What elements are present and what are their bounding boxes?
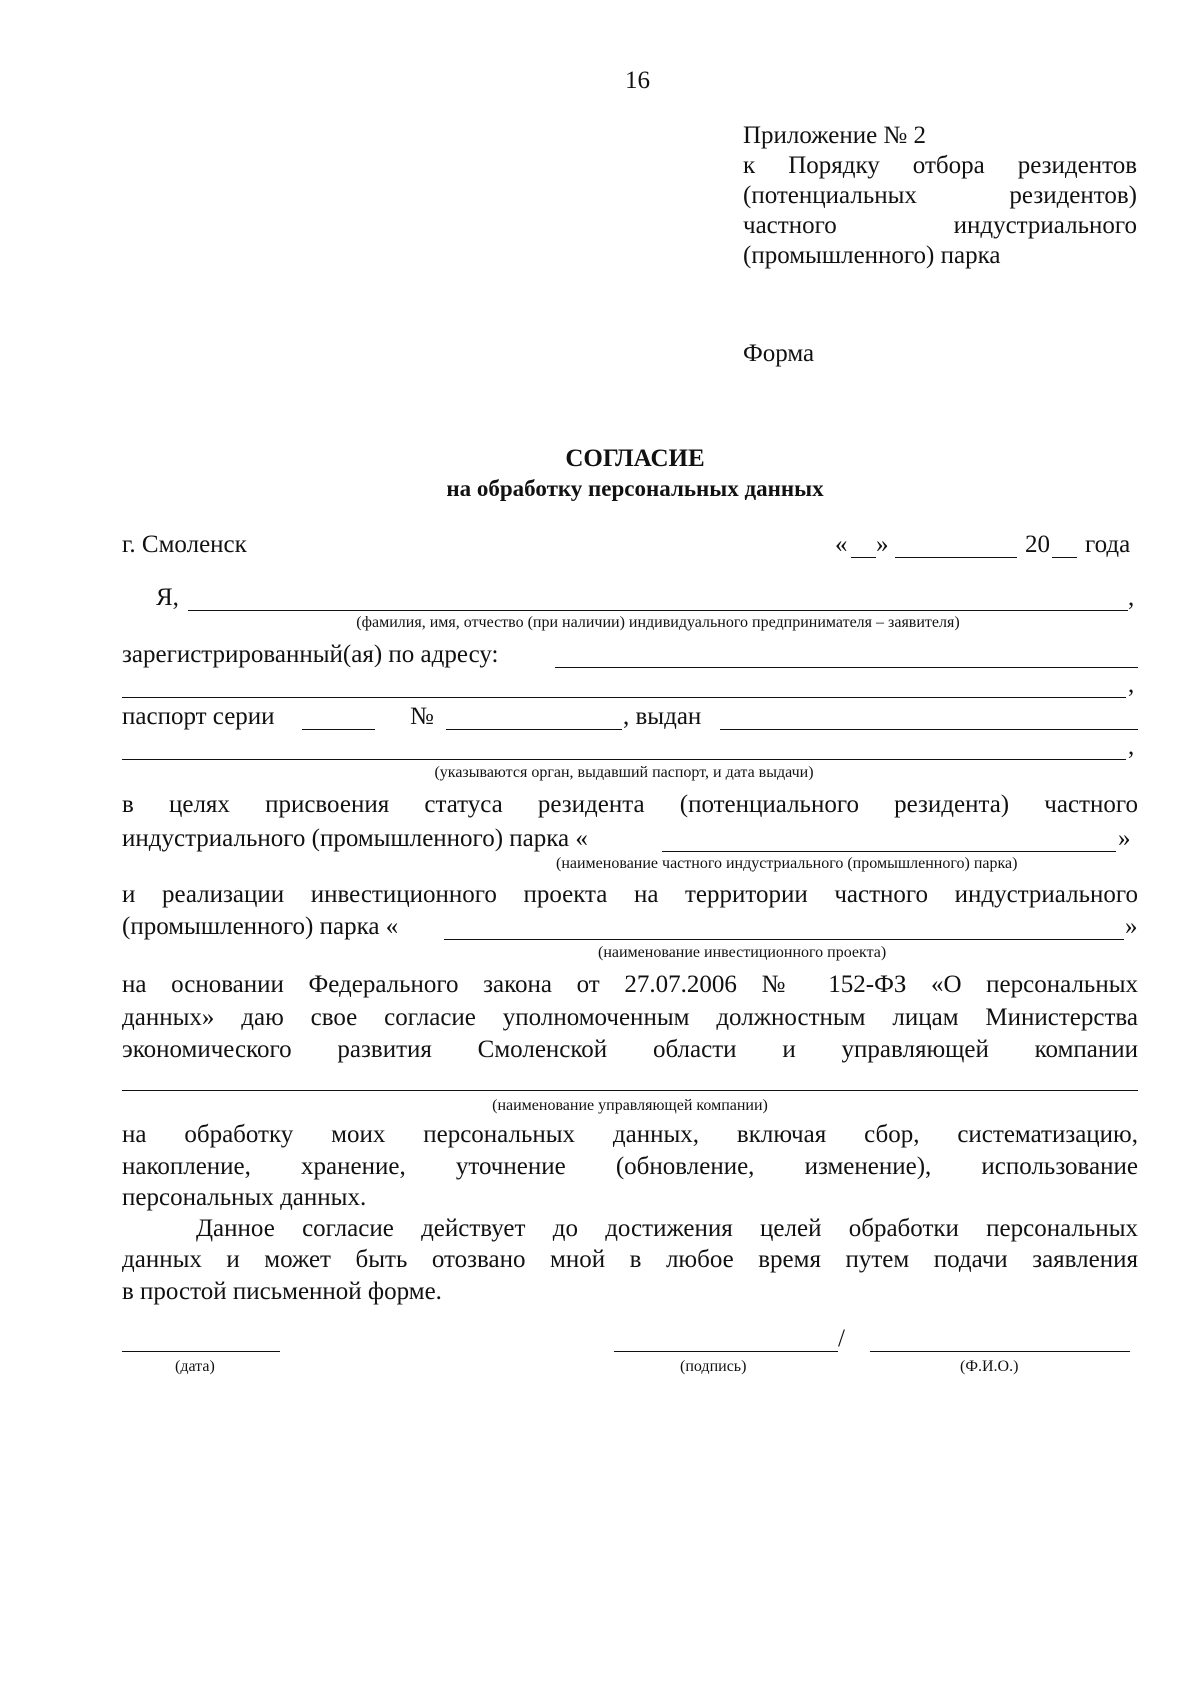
address-line-2 (122, 697, 1126, 698)
address-line-1 (555, 667, 1138, 668)
i-label: Я, (156, 584, 179, 611)
form-label: Форма (743, 340, 815, 367)
passport-issuer-line (122, 759, 1126, 760)
date-caption: (дата) (175, 1358, 215, 1375)
passport-number-line (446, 729, 622, 730)
year-suffix: года (1085, 531, 1131, 558)
para4-line-3: персональных данных. (122, 1184, 367, 1211)
appendix-line-4: частного индустриального (743, 212, 1137, 239)
month-blank (895, 557, 1017, 558)
sign-line (614, 1351, 838, 1352)
para1-line-1: в целях присвоения статуса резидента (потенциального резидента) частного (122, 791, 1138, 818)
passport-caption: (указываются орган, выдавший паспорт, и дата выдачи) (434, 764, 814, 781)
document-subtitle: на обработку персональных данных (446, 476, 824, 501)
appendix-line-2: к Порядку отбора резидентов (743, 152, 1137, 179)
date-open-quote: « (835, 531, 848, 558)
passport-number-label: № (410, 703, 434, 730)
project-name-line (444, 939, 1124, 940)
name-field-comma: , (1128, 584, 1135, 611)
sign-caption: (подпись) (680, 1358, 747, 1375)
page-number: 16 (625, 67, 650, 94)
company-name-line (122, 1090, 1138, 1091)
para5-line-3: в простой письменной форме. (122, 1278, 442, 1305)
passport-series-line (302, 729, 375, 730)
para5-line-2: данных и может быть отозвано мной в любое время путем подачи заявления (122, 1246, 1138, 1273)
date-close-quote: » (876, 531, 889, 558)
park-close-quote: » (1118, 825, 1131, 852)
para3-line-3: экономического развития Смоленской области и управляющей компании (122, 1036, 1138, 1063)
date-signature-line (122, 1351, 280, 1352)
park-name-line (662, 851, 1116, 852)
para1-line-2: индустриального (промышленного) парка « (122, 825, 588, 852)
document-title: СОГЛАСИЕ (565, 445, 705, 472)
para3-line-1: на основании Федерального закона от 27.07.2006 № 152-ФЗ «О персональных (122, 971, 1138, 998)
para4-line-2: накопление, хранение, уточнение (обновление, изменение), использование (122, 1153, 1138, 1180)
address-comma: , (1128, 671, 1135, 698)
passport-comma: , (1128, 733, 1135, 760)
para4-line-1: на обработку моих персональных данных, включая сбор, систематизацию, (122, 1121, 1138, 1148)
city-label: г. Смоленск (122, 531, 247, 558)
para5-line-1: Данное согласие действует до достижения целей обработки персональных (196, 1215, 1138, 1242)
project-caption: (наименование инвестиционного проекта) (598, 944, 887, 961)
company-caption: (наименование управляющей компании) (492, 1097, 768, 1114)
passport-issued-label: , выдан (623, 703, 702, 730)
appendix-line-1: Приложение № 2 (743, 122, 927, 149)
year-prefix: 20 (1025, 531, 1050, 558)
appendix-line-5: (промышленного) парка (743, 242, 1001, 269)
name-field-line (188, 610, 1128, 611)
para3-line-2: данных» даю свое согласие уполномоченным должностным лицам Министерства (122, 1004, 1138, 1031)
sign-slash: / (838, 1325, 845, 1352)
year-blank (1052, 557, 1077, 558)
appendix-line-3: (потенциальных резидентов) (743, 182, 1137, 209)
passport-series-label: паспорт серии (122, 703, 275, 730)
fio-line (870, 1351, 1130, 1352)
name-caption: (фамилия, имя, отчество (при наличии) индивидуального предпринимателя – заявителя) (356, 614, 960, 631)
registered-label: зарегистрированный(ая) по адресу: (122, 641, 499, 668)
day-blank (851, 557, 876, 558)
para2-line-1: и реализации инвестиционного проекта на территории частного индустриального (122, 881, 1138, 908)
para2-line-2: (промышленного) парка « (122, 913, 399, 940)
project-close-quote: » (1125, 913, 1138, 940)
passport-issued-line (720, 729, 1138, 730)
fio-caption: (Ф.И.О.) (960, 1358, 1019, 1375)
park-caption: (наименование частного индустриального (промышленного) парка) (556, 855, 1018, 872)
